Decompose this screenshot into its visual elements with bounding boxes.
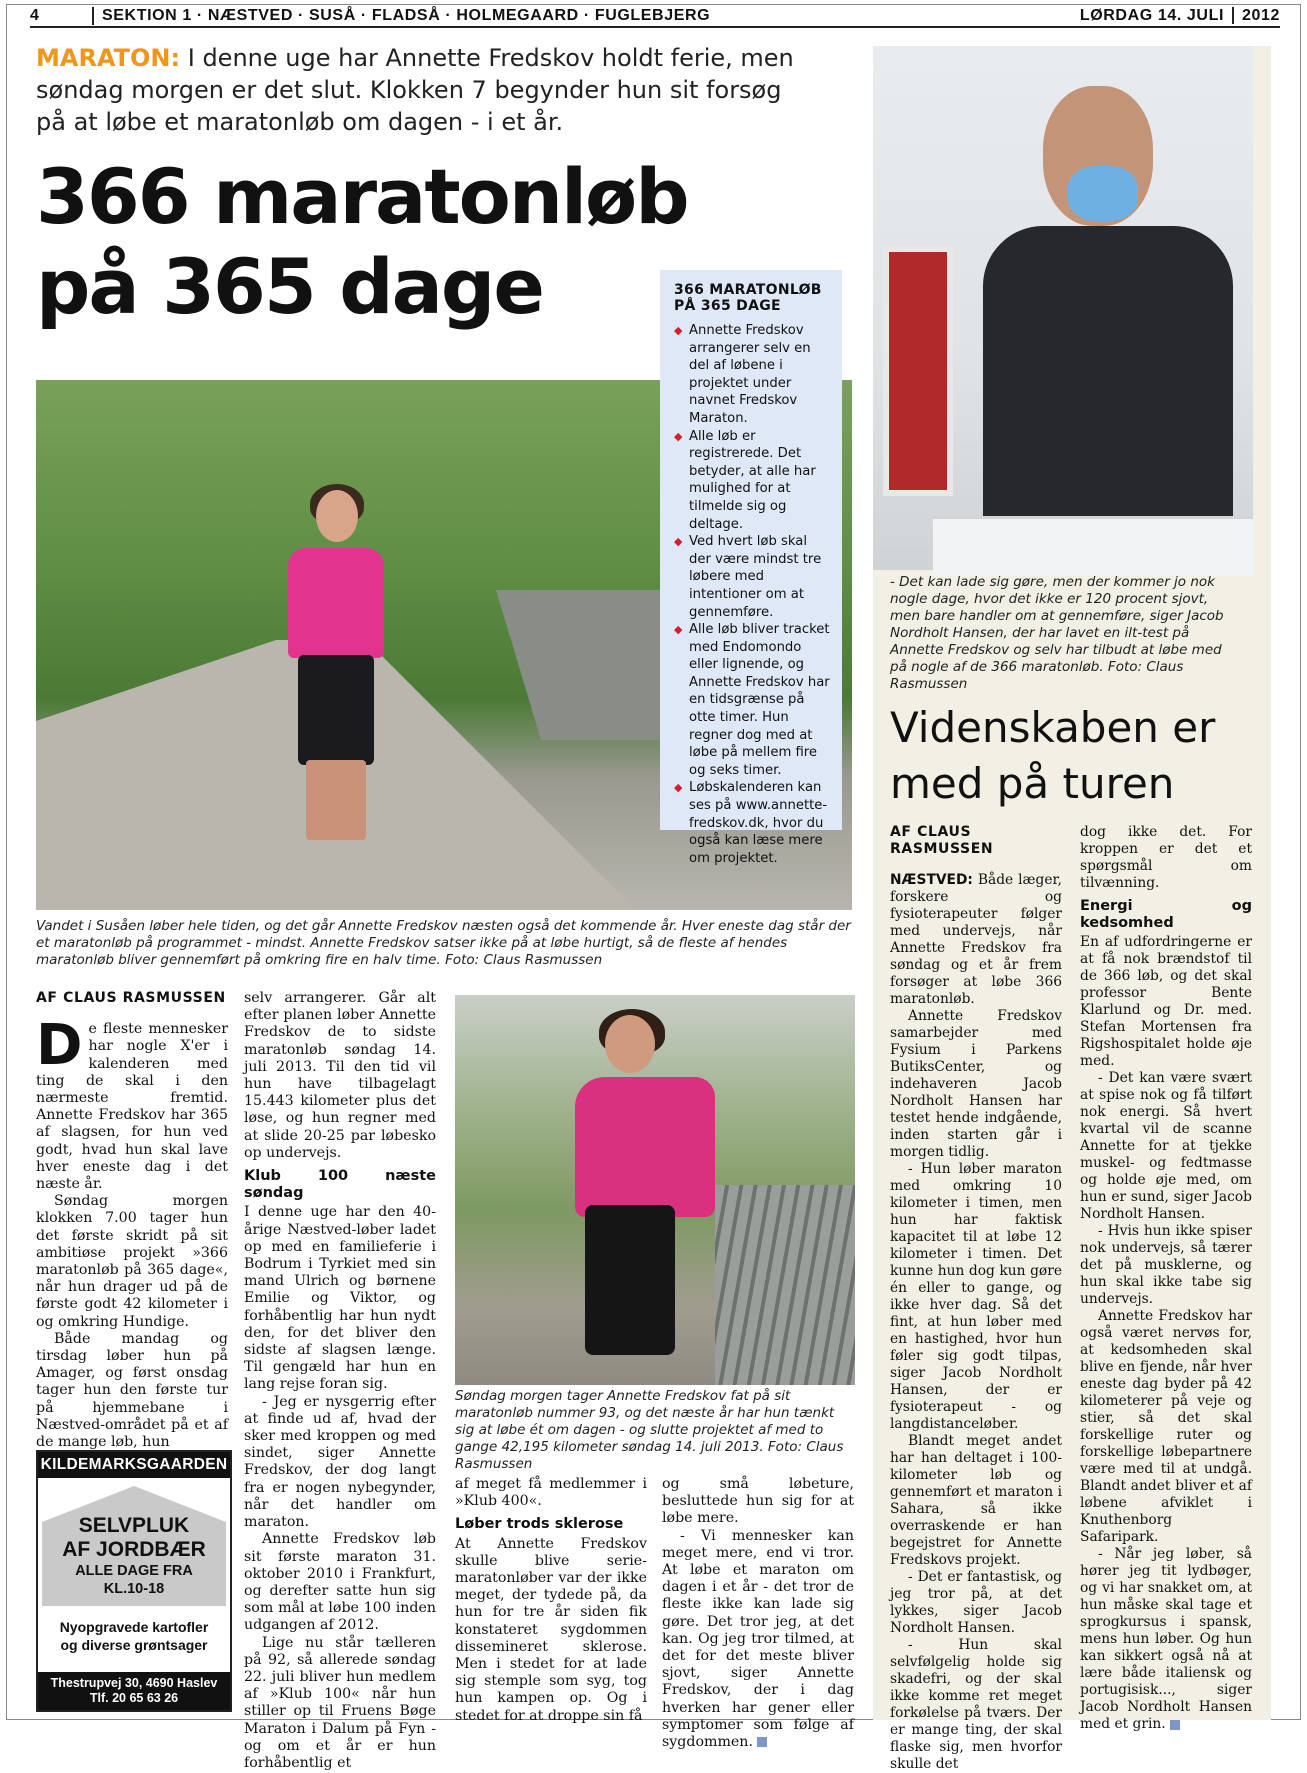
article-column-4 xyxy=(662,1476,854,1751)
headline-line-1: 366 maratonløb xyxy=(36,152,688,241)
side-paragraph: Blandt meget andet har han deltaget i 100-kilometer løb og gennemført et maraton i Sahara, så ikke overraskende er han begejstret for Annette Fredskovs projekt. xyxy=(890,1433,1062,1568)
photo-door xyxy=(883,246,953,496)
page-number: 4 xyxy=(30,7,40,24)
side-headline: Videnskaben er med på turen xyxy=(890,703,1216,808)
article-byline: AF CLAUS RASMUSSEN xyxy=(36,990,226,1006)
intro-paragraph xyxy=(36,42,806,138)
headline-line-2: på 365 dage xyxy=(36,242,543,331)
ad-products: Nyopgravede kartofler og diverse grøntsager xyxy=(59,1619,209,1653)
ad-headline: SELVPLUK AF JORDBÆR xyxy=(62,1514,206,1561)
ad-hours: ALLE DAGE FRA KL.10-18 xyxy=(75,1563,193,1597)
photo-bench xyxy=(715,1185,855,1385)
fact-item: ◆ Ved hvert løb skal der være mindst tre løbere med intentioner om at gennemføre. xyxy=(674,533,830,621)
dateline: NÆSTVED: xyxy=(890,872,973,888)
article-paragraph: selv arrangerer. Går alt efter planen løber Annette Fredskov de to sidste maratonløb søndag 14. juli 2013. Til den tid vil hun have tilbagelagt 15.443 kilometer plus det løse, og hun regner med at slide 20-25 par løbesko op undervejs. xyxy=(244,990,436,1161)
side-paragraph: - Hun løber maraton med omkring 10 kilometer i timen, men hun har faktisk kapacitet til at løbe 12 kilometer i timen. Det kunne hun dog kun gøre én eller to gange, og ikke hver dag. Så det fint, at hun løber med en hastighed, hvor hun føler sig godt tilpas, siger Jacob Nordholt Hansen, der er fysioterapeut - og langdistanceløber. xyxy=(890,1161,1062,1432)
shoe-tying-photo xyxy=(455,995,855,1385)
fact-item: ◆ Løbskalenderen kan ses på www.annette-fredskov.dk, hvor du også kan læse mere om projektet. xyxy=(674,779,830,867)
side-paragraph: - Når jeg løber, så hører jeg tit lydbøger, og vi har snakket om, at hun måske skal tage et sprogkursus i spansk, mens hun løber. Og hun kan sikkert også nå at lære både italiensk og portugisisk..., siger Jacob Nordholt Hansen med et grin. xyxy=(1080,1546,1252,1732)
side-paragraph: dog ikke det. For kroppen er det et spørgsmål om tilvænning. xyxy=(1080,824,1252,891)
intro-text: I denne uge har Annette Fredskov holdt ferie, men søndag morgen er det slut. Klokken 7 begynder hun sit forsøg på at løbe et maratonløb om dagen - i et år. xyxy=(36,44,794,136)
side-paragraph: - Det kan være svært at spise nok og få tilført nok energi. Så hvert kvartal vil de scanne Annette for at tjekke muskel- og fedtmasse og holde øje med, om hun er sund, siger Jacob Nordholt Hansen. xyxy=(1080,1070,1252,1222)
side-paragraph: - Hun skal selvfølgelig holde sig skadefri, og der skal ikke komme ret meget forkølelse på tværs. Der er mange ting, der skal flaske sig, men hvorfor skulle det xyxy=(890,1637,1062,1772)
side-lead: NÆSTVED: Både læger, forskere og fysioterapeuter følger med undervejs, når Annette Fredskov fra søndag og et år frem forsøger at løbe 366 maratonløb. xyxy=(890,872,1062,1007)
main-photo-caption: Vandet i Susåen løber hele tiden, og det går Annette Fredskov næsten også det kommende år. Hver eneste dag står der et maratonløb på programmet - mindst. Annette Fredskov satser ikke på at løbe hurtigt, så de fleste af hendes maratonløb bliver gennemført på omkring fire en halv time. Foto: Claus Rasmussen xyxy=(36,918,851,968)
article-paragraph: Både mandag og tirsdag løber hun på Amager, og først onsdag tager hun den første tur på hjemmebane i Næstved-området på et af de mange løb, hun xyxy=(36,1330,228,1451)
photo-woman-figure xyxy=(565,1015,735,1375)
side-paragraph: En af udfordringerne er at få nok brændstof til de 366 løb, og det skal professor Bente Klarlund og Dr. med. Stefan Mortensen fra Rigshospitalet holde øje med. xyxy=(1080,934,1252,1069)
side-column-a xyxy=(890,824,1062,1773)
strawberry-ad xyxy=(36,1450,232,1712)
article-paragraph: Annette Fredskov løb sit første maraton 31. oktober 2010 i Frankfurt, og derefter satte hun sig som mål at løbe 100 inden udgangen af 2012. xyxy=(244,1531,436,1634)
page-header xyxy=(30,4,1280,28)
side-paragraph: - Hvis hun ikke spiser nok undervejs, så tærer det på musklerne, og hun skal ikke tabe sig undervejs. xyxy=(1080,1223,1252,1307)
article-subhead: Klub 100 næste søndag xyxy=(244,1168,436,1202)
article-column-3 xyxy=(455,1476,647,1725)
side-subhead: Energi og kedsomhed xyxy=(1080,898,1252,931)
article-paragraph: At Annette Fredskov skulle blive serie-maratonløber var der ikke meget, der tydede på, da hun for tre år siden fik konstateret sygdommen dissemineret sklerose. Men i stedet for at lade sig stemple som syg, tog hun kampen op. Og i stedet for at droppe sin få xyxy=(455,1535,647,1724)
article-paragraph: - Vi mennesker kan meget mere, end vi tror. At løbe et maraton om dagen i et år - det tror de fleste ikke kan lade sig gøre. Det tror jeg, at det kan. Og jeg tror tilmed, at det for det meste bliver sjovt, siger Annette Fredskov, der i dag hverken har gener eller symptomer som følge af sygdommen. xyxy=(662,1527,854,1751)
end-mark-icon xyxy=(1170,1720,1180,1730)
article-paragraph: I denne uge har den 40-årige Næstved-løber ladet op med en familieferie i Bodrum i Tyrkiet med sin mand Ulrich og børnene Emilie og Viktor, og forhåbentlig har hun nydt den, for det bliver den sidste af slagsen længe. Til gengæld har hun en lang rejse foran sig. xyxy=(244,1204,436,1393)
drop-cap: D xyxy=(36,1013,83,1079)
end-mark-icon xyxy=(757,1737,767,1747)
article-paragraph: og små løbeture, besluttede hun sig for at løbe mere. xyxy=(662,1476,854,1527)
article-subhead: Løber trods sklerose xyxy=(455,1516,624,1533)
article-paragraph: Lige nu står tælleren på 92, så allerede søndag 22. juli bliver hun medlem af »Klub 100« når hun stiller op til Fruens Bøge Maraton i Dalum på Fyn - og om et år er hun forhåbentlig et xyxy=(244,1634,436,1771)
fact-item: ◆ Annette Fredskov arrangerer selv en del af løbene i projektet under navnet Fredskov Maraton. xyxy=(674,322,830,428)
photo-treadmill xyxy=(933,516,1253,576)
article-column-1 xyxy=(36,990,228,1451)
ad-brand: KILDEMARKSGAARDEN xyxy=(38,1452,230,1478)
fact-box xyxy=(660,270,842,866)
side-paragraph: Annette Fredskov har også været nervøs for, at kedsomheden skal blive en fjende, når hver eneste dag byder på 42 kilometerer på veje og stier, så det skal forskellige ruter og forskellige løbepartnere være med til at undgå. Blandt andet bliver et af løbene afviklet i Knuthenborg Safaripark. xyxy=(1080,1308,1252,1545)
issue-year: 2012 xyxy=(1232,7,1280,24)
article-lead: De fleste mennesker har nogle X'er i kalenderen med ting de skal i den nærmeste fremtid. Annette Fredskov har 365 af slagsen, for hun ved godt, hvad hun skal lave hver eneste dag i det næste år. xyxy=(36,1013,228,1193)
issue-day-date: LØRDAG 14. JULI xyxy=(1079,7,1224,24)
photo-man-figure xyxy=(983,86,1233,546)
fact-item: ◆ Alle løb bliver tracket med Endomondo eller lignende, og Annette Fredskov har en tidsgrænse på otte timer. Hun regner dog med at løbe på mellem fire og seks timer. xyxy=(674,621,830,779)
article-column-2 xyxy=(244,990,436,1772)
right-photo-caption: - Det kan lade sig gøre, men der kommer jo nok nogle dage, hvor det ikke er 120 procent sjovt, men bare handler om at gennemføre, siger Jacob Nordholt Hansen, der har lavet en ilt-test på Annette Fredskov og selv har tilbudt at løbe med på nogle af de 366 maratonløb. Foto: Claus Rasmussen xyxy=(890,574,1224,692)
fact-box-list xyxy=(674,322,830,867)
issue-date xyxy=(1080,7,1280,25)
article-paragraph: - Jeg er nysgerrig efter at finde ud af, hvad der sker med kroppen og med sindet, siger Annette Fredskov, der dog langt fra er nogen nybegynder, når det handler om maraton. xyxy=(244,1393,436,1531)
article-paragraph: af meget få medlemmer i »Klub 400«. xyxy=(455,1476,647,1510)
section-line: SEKTION 1 · NÆSTVED · SUSÅ · FLADSÅ · HOLMEGAARD · FUGLEBJERG xyxy=(92,7,710,25)
second-photo-caption: Søndag morgen tager Annette Fredskov fat på sit maratonløb nummer 93, og det næste år har hun tænkt sig at løbe ét om dagen - og slutte projektet af med to gange 42,195 kilometer søndag 14. juli 2013. Foto: Claus Rasmussen xyxy=(455,1388,844,1472)
intro-kicker: MARATON: xyxy=(36,44,181,72)
photo-runner-figure xyxy=(276,490,396,850)
side-column-b xyxy=(1080,824,1252,1733)
fact-box-title: 366 MARATONLØB PÅ 365 DAGE xyxy=(674,282,822,314)
article-paragraph: Søndag morgen klokken 7.00 tager hun det første skridt på sit ambitiøse projekt »366 maratonløb på 365 dage«, når hun drager ud på de første godt 42 kilometer i og omkring Hundige. xyxy=(36,1193,228,1330)
side-paragraph: Annette Fredskov samarbejder med Fysium i Parkens ButiksCenter, og indehaveren Jacob Nordholt Hansen har testet hende indgående, inden starten går i morgen tidlig. xyxy=(890,1008,1062,1160)
ad-contact: Thestrupvej 30, 4690 Haslev Tlf. 20 65 63 26 xyxy=(38,1672,230,1710)
fact-item: ◆ Alle løb er registrerede. Det betyder, at alle har mulighed for at tilmelde sig og deltage. xyxy=(674,428,830,534)
side-paragraph: - Det er fantastisk, og jeg tror på, at det lykkes, siger Jacob Nordholt Hansen. xyxy=(890,1569,1062,1636)
side-byline: AF CLAUS RASMUSSEN xyxy=(890,824,994,857)
oxygen-test-photo xyxy=(873,46,1253,570)
